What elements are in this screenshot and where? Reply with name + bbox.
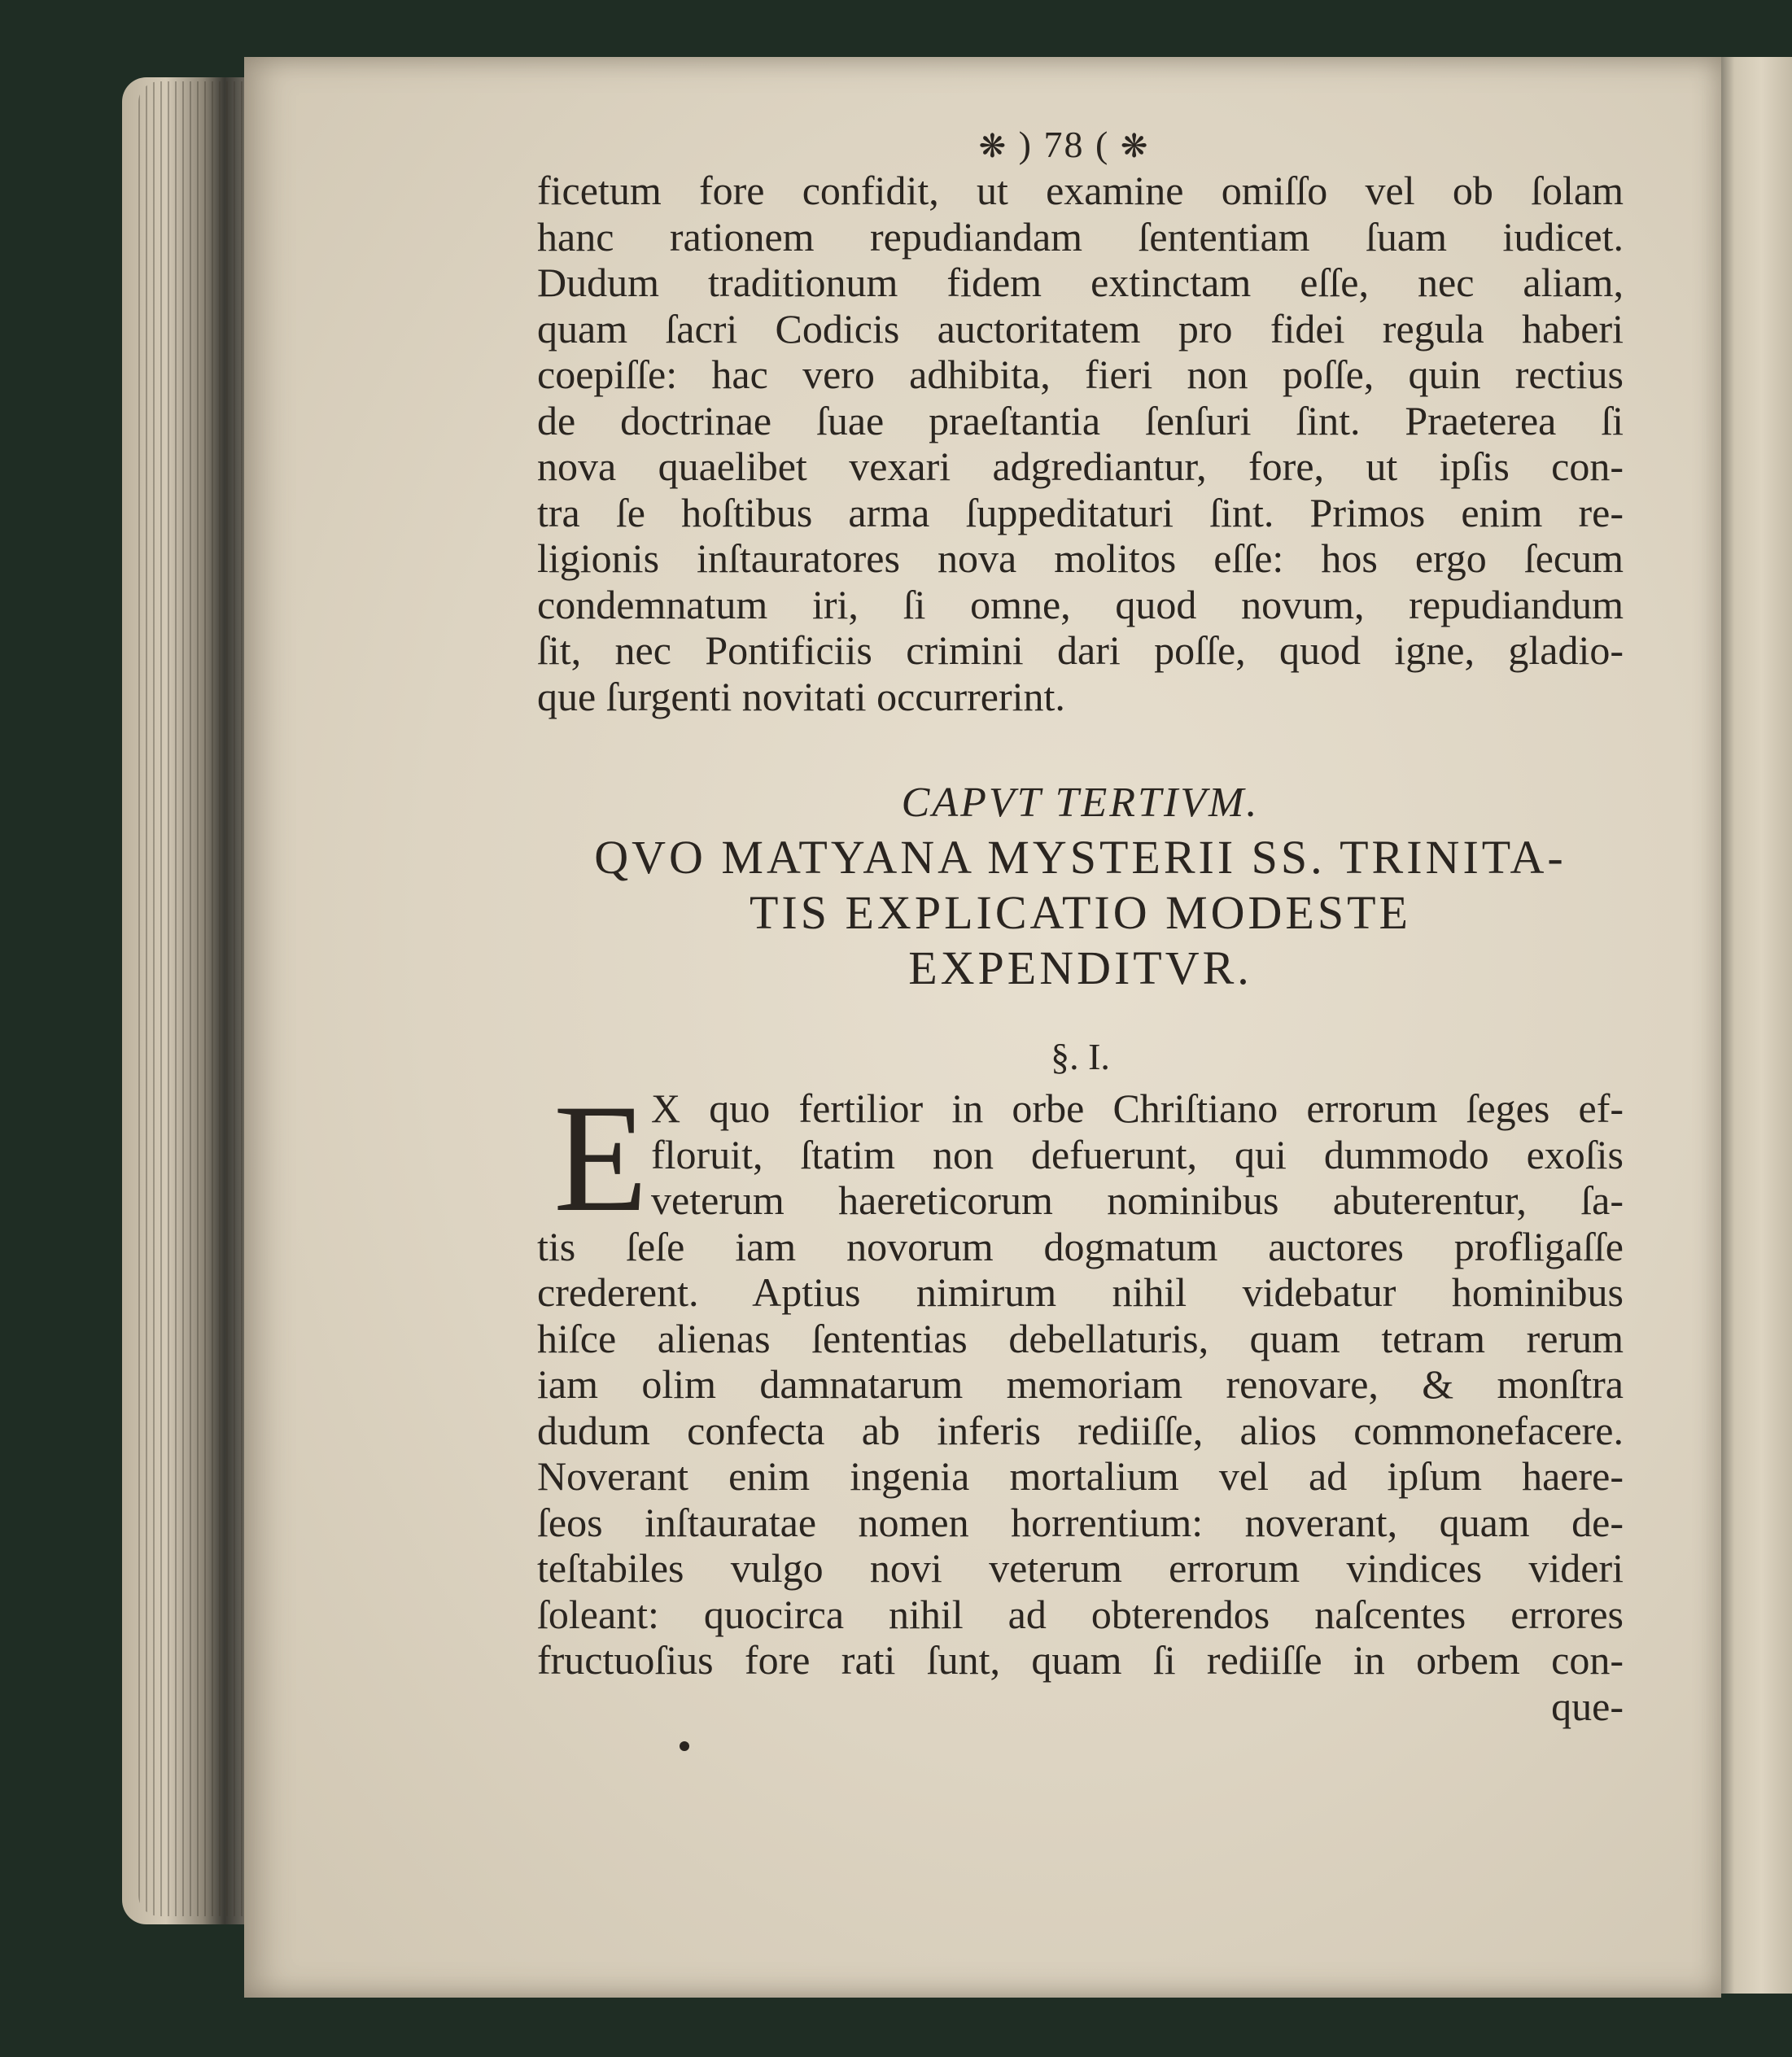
- text-line-content: ſeos inſtauratae nomen horrentium: noverant, quam de-: [537, 1499, 1624, 1545]
- section-body: [537, 1073, 1624, 1729]
- ornament-left-icon: ❋: [978, 128, 1008, 164]
- text-line-content: floruit, ſtatim non defuerunt, qui dummodo exoſis: [651, 1131, 1624, 1177]
- text-line-content: ſoleant: quocirca nihil ad obterendos naſcentes errores: [537, 1591, 1624, 1637]
- running-header: [505, 122, 1624, 168]
- text-line-content: ligionis inſtauratores nova molitos eſſe: hos ergo ſecum: [537, 535, 1624, 581]
- text-line-content: ſit, nec Pontificiis crimini dari poſſe, quod igne, gladio-: [537, 627, 1624, 673]
- section-mark: §. I.: [1051, 1036, 1110, 1077]
- text-line-content: ficetum fore confidit, ut examine omiſſo vel ob ſolam: [537, 168, 1624, 213]
- text-line-content: iam olim damnatarum memoriam renovare, & monſtra: [537, 1361, 1624, 1407]
- text-line: [537, 1592, 1624, 1638]
- text-line: [651, 1132, 1624, 1178]
- text-line: [651, 1177, 1624, 1224]
- chapter-title: CAPVT TERTIVM.: [901, 780, 1260, 826]
- drop-cap: E: [553, 1073, 649, 1244]
- text-line-content: fructuoſius fore rati ſunt, quam ſi rediiſſe in orbem con-: [537, 1637, 1624, 1683]
- text-line: [537, 1408, 1624, 1454]
- text-line-content: tra ſe hoſtibus arma ſuppeditaturi ſint. Primos enim re-: [537, 489, 1624, 535]
- text-line: [537, 1224, 1624, 1270]
- text-line: [537, 1316, 1624, 1362]
- text-line-content: Dudum traditionum fidem extinctam eſſe, nec aliam,: [537, 260, 1624, 305]
- heading-line: EXPENDITVR.: [908, 941, 1252, 994]
- text-line-content: que ſurgenti novitati occurrerint.: [537, 673, 1065, 719]
- ink-dot: [680, 1741, 689, 1751]
- text-line-content: veterum haereticorum nominibus abuterentur, ſa-: [651, 1177, 1624, 1223]
- text-line: [537, 443, 1624, 490]
- text-line-content: hiſce alienas ſententias debellaturis, quam tetram rerum: [537, 1315, 1624, 1361]
- facing-page-edge: [1716, 57, 1792, 1994]
- text-line: [537, 1637, 1624, 1684]
- catchword: que-: [1551, 1683, 1624, 1729]
- page-stack: [138, 81, 252, 1916]
- text-block: [537, 122, 1624, 1729]
- page-number: ) 78 (: [1018, 124, 1110, 165]
- text-line: [537, 168, 1624, 214]
- text-line-content: tis ſeſe iam novorum dogmatum auctores profligaſſe: [537, 1223, 1624, 1269]
- text-line-content: teſtabiles vulgo novi veterum errorum vindices videri: [537, 1545, 1624, 1591]
- text-line-content: dudum confecta ab inferis rediiſſe, alios commonefacere.: [537, 1407, 1624, 1453]
- catchword-row: [537, 1684, 1624, 1730]
- text-line: [537, 490, 1624, 536]
- text-line: [537, 1453, 1624, 1500]
- text-line: [537, 398, 1624, 444]
- text-line: [537, 627, 1624, 674]
- text-line-content: nova quaelibet vexari adgrediantur, fore, ut ipſis con-: [537, 443, 1624, 489]
- text-line-content: hanc rationem repudiandam ſententiam ſuam iudicet.: [537, 213, 1624, 260]
- text-line-content: de doctrinae ſuae praeſtantia ſenſuri ſint. Praeterea ſi: [537, 397, 1624, 443]
- text-line-content: quam ſacri Codicis auctoritatem pro fidei regula haberi: [537, 305, 1624, 352]
- text-line: [537, 535, 1624, 582]
- text-line-content: condemnatum iri, ſi omne, quod novum, repudiandum: [537, 581, 1624, 627]
- text-line-content: crederent. Aptius nimirum nihil videbatur hominibus: [537, 1269, 1624, 1315]
- text-line-content: coepiſſe: hac vero adhibita, fieri non poſſe, quin rectius: [537, 352, 1624, 397]
- text-line: [537, 582, 1624, 628]
- text-line: [537, 674, 1624, 720]
- text-line: [651, 1085, 1624, 1132]
- paragraph-2: [537, 1224, 1624, 1684]
- paragraph-2-indented: [537, 1085, 1624, 1224]
- text-line: [537, 1545, 1624, 1592]
- text-line-content: Noverant enim ingenia mortalium vel ad ipſum haere-: [537, 1453, 1624, 1499]
- paragraph-1: [537, 168, 1624, 719]
- text-line: [537, 260, 1624, 306]
- heading-line: QVO MATYANA MYSTERII SS. TRINITA-: [594, 831, 1567, 884]
- heading-line: TIS EXPLICATIO MODESTE: [750, 886, 1411, 939]
- text-line: [537, 1500, 1624, 1546]
- text-line: [537, 1269, 1624, 1316]
- text-line: [537, 214, 1624, 260]
- text-line: [537, 306, 1624, 352]
- text-line: [537, 1361, 1624, 1408]
- chapter-heading: [537, 830, 1624, 996]
- text-line-content: X quo fertilior in orbe Chriſtiano errorum ſeges ef-: [651, 1085, 1624, 1131]
- ornament-right-icon: ❋: [1120, 128, 1150, 164]
- text-line: [537, 352, 1624, 398]
